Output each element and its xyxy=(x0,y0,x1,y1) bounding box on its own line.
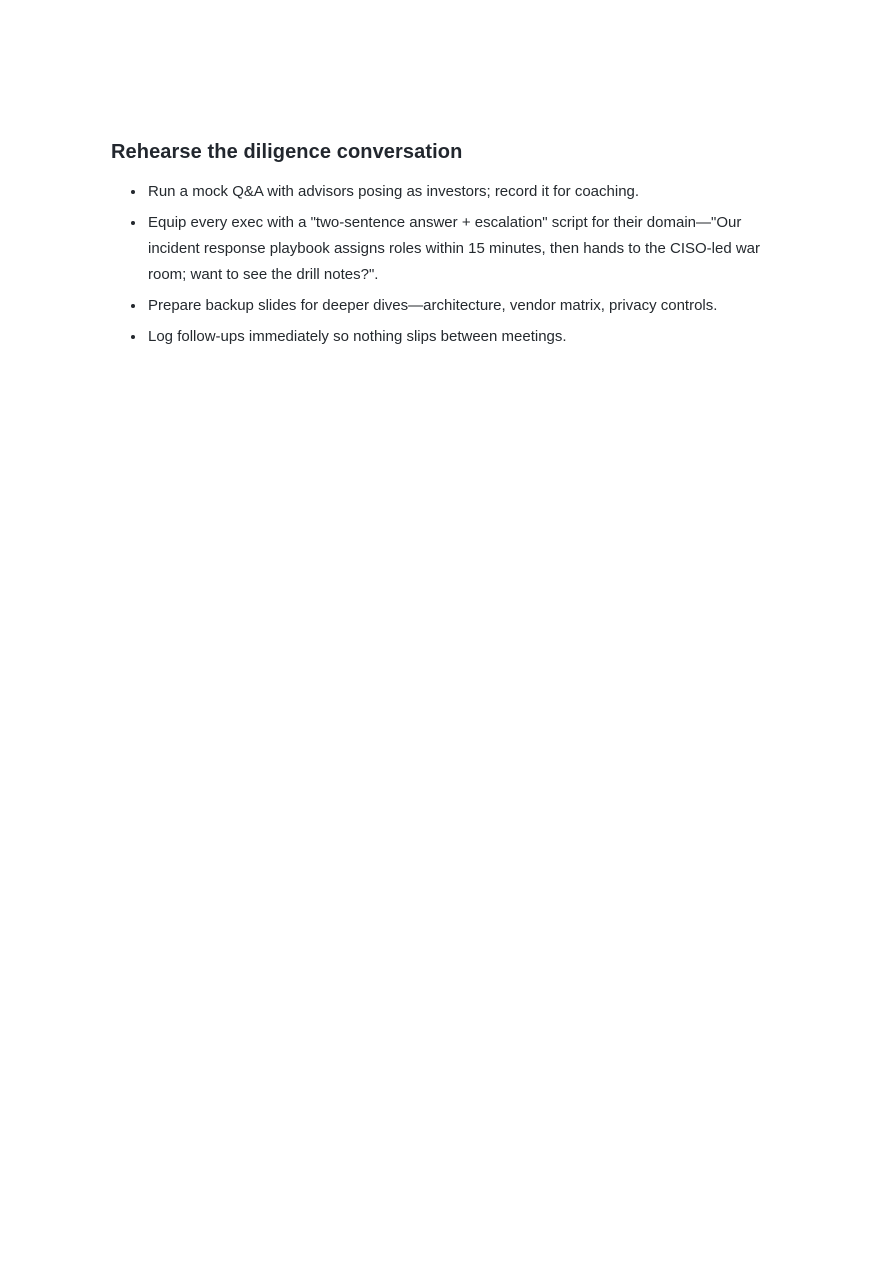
list-item: • Prepare backup slides for deeper dives—architecture, vendor matrix, privacy controls. xyxy=(146,293,781,319)
page-title: Rehearse the diligence conversation xyxy=(111,141,463,163)
list-item: • Equip every exec with a "two-sentence answer + escalation" script for their domain—"Our incident response playbook assigns roles within 15 minutes, then hands to the CISO-led war room; want to see the drill notes?". xyxy=(146,210,781,288)
document-page xyxy=(0,0,893,350)
list-item: • Log follow-ups immediately so nothing slips between meetings. xyxy=(146,324,781,350)
bullet-list xyxy=(111,179,781,350)
list-item: • Run a mock Q&A with advisors posing as investors; record it for coaching. xyxy=(146,179,781,205)
